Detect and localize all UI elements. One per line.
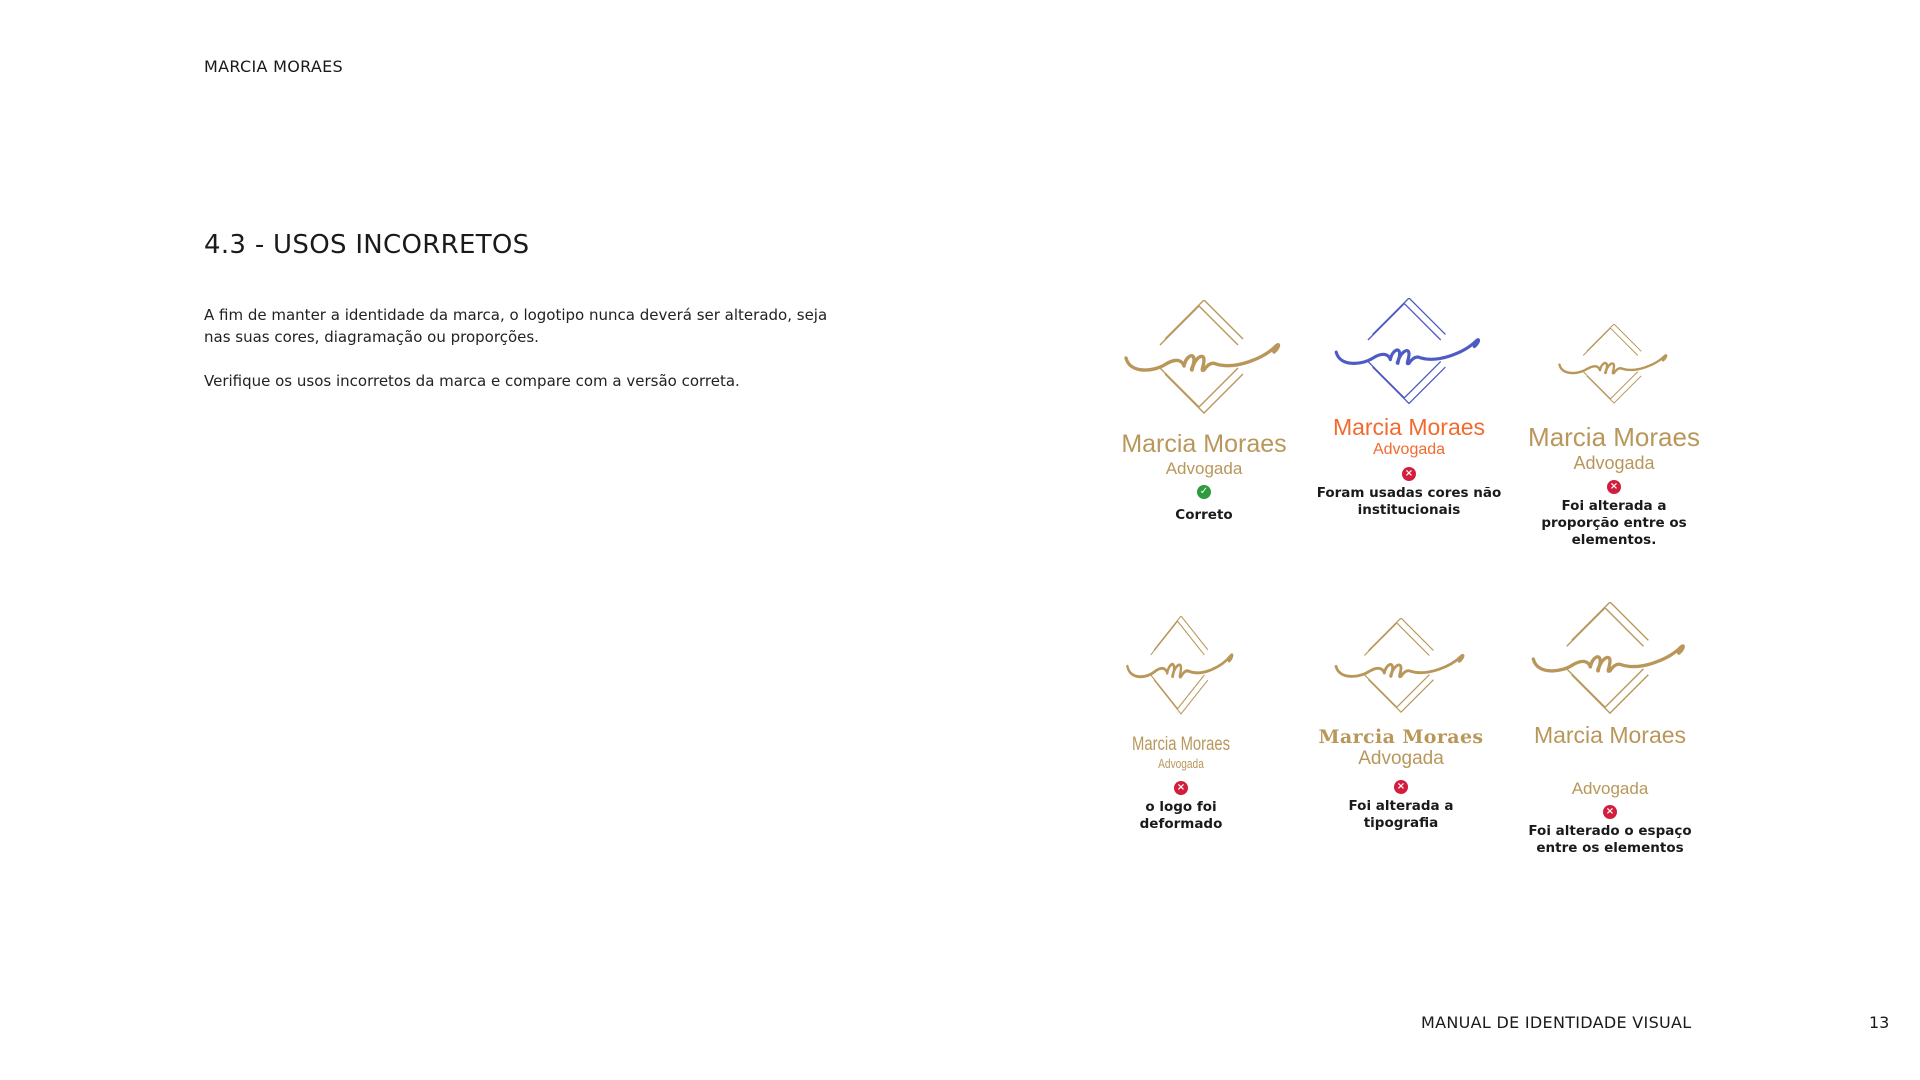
brand-mark (1326, 618, 1476, 718)
logo-name: Marcia Moraes (1131, 734, 1231, 755)
logo-subtitle: Advogada (1571, 779, 1649, 798)
logo-name: Marcia Moraes (1533, 722, 1687, 748)
logo-subtitle: Advogada (1158, 756, 1204, 771)
check-circle-icon: ✓ (1197, 485, 1211, 499)
usage-caption: Correto (1175, 507, 1233, 523)
brand-mark (1530, 602, 1690, 720)
x-circle-icon: × (1394, 780, 1408, 794)
x-circle-icon: × (1603, 805, 1617, 819)
logo-subtitle: Advogada (1165, 459, 1243, 478)
usage-card-correct (1104, 300, 1304, 524)
usage-caption: o logo foi deformado (1139, 799, 1223, 832)
intro-paragraph: A fim de manter a identidade da marca, o logotipo nunca deverá ser alterado, seja nas suas cores, diagramação ou proporções. (204, 306, 828, 346)
usage-card-wrong-colors (1309, 298, 1509, 519)
x-circle-icon: × (1607, 480, 1621, 494)
brand-mark (1329, 298, 1489, 410)
usage-card-deformed (1081, 616, 1281, 833)
logo-name: Marcia Moraes (1332, 414, 1486, 440)
footer-title: MANUAL DE IDENTIDADE VISUAL (1421, 1013, 1692, 1032)
logo-subtitle: Advogada (1372, 441, 1446, 458)
intro-text (204, 304, 844, 414)
section-title: 4.3 - USOS INCORRETOS (204, 230, 530, 260)
logo-subtitle: Advogada (1573, 453, 1655, 473)
usage-caption: Foi alterado o espaço entre os elementos (1528, 823, 1692, 856)
logo-name: Marcia Moraes (1121, 430, 1287, 458)
usage-caption: Foram usadas cores não institucionais (1316, 485, 1502, 518)
usage-card-wrong-spacing (1510, 602, 1710, 857)
x-circle-icon: × (1174, 781, 1188, 795)
usage-caption: Foi alterada a proporção entre os elementos. (1541, 498, 1687, 548)
logo-name: Marcia Moraes (1318, 726, 1484, 748)
logo-name: Marcia Moraes (1528, 422, 1700, 452)
usage-card-wrong-typography (1301, 618, 1501, 832)
brand-mark (1126, 616, 1236, 720)
x-circle-icon: × (1402, 467, 1416, 481)
brand-mark (1554, 324, 1674, 408)
page-number: 13 (1869, 1013, 1890, 1032)
header-brand: MARCIA MORAES (204, 57, 343, 76)
usage-caption: Foi alterada a tipografia (1348, 798, 1454, 831)
usage-card-wrong-proportion (1514, 324, 1714, 549)
intro-paragraph: Verifique os usos incorretos da marca e compare com a versão correta. (204, 372, 740, 390)
brand-mark (1124, 300, 1284, 420)
logo-subtitle: Advogada (1358, 748, 1444, 769)
